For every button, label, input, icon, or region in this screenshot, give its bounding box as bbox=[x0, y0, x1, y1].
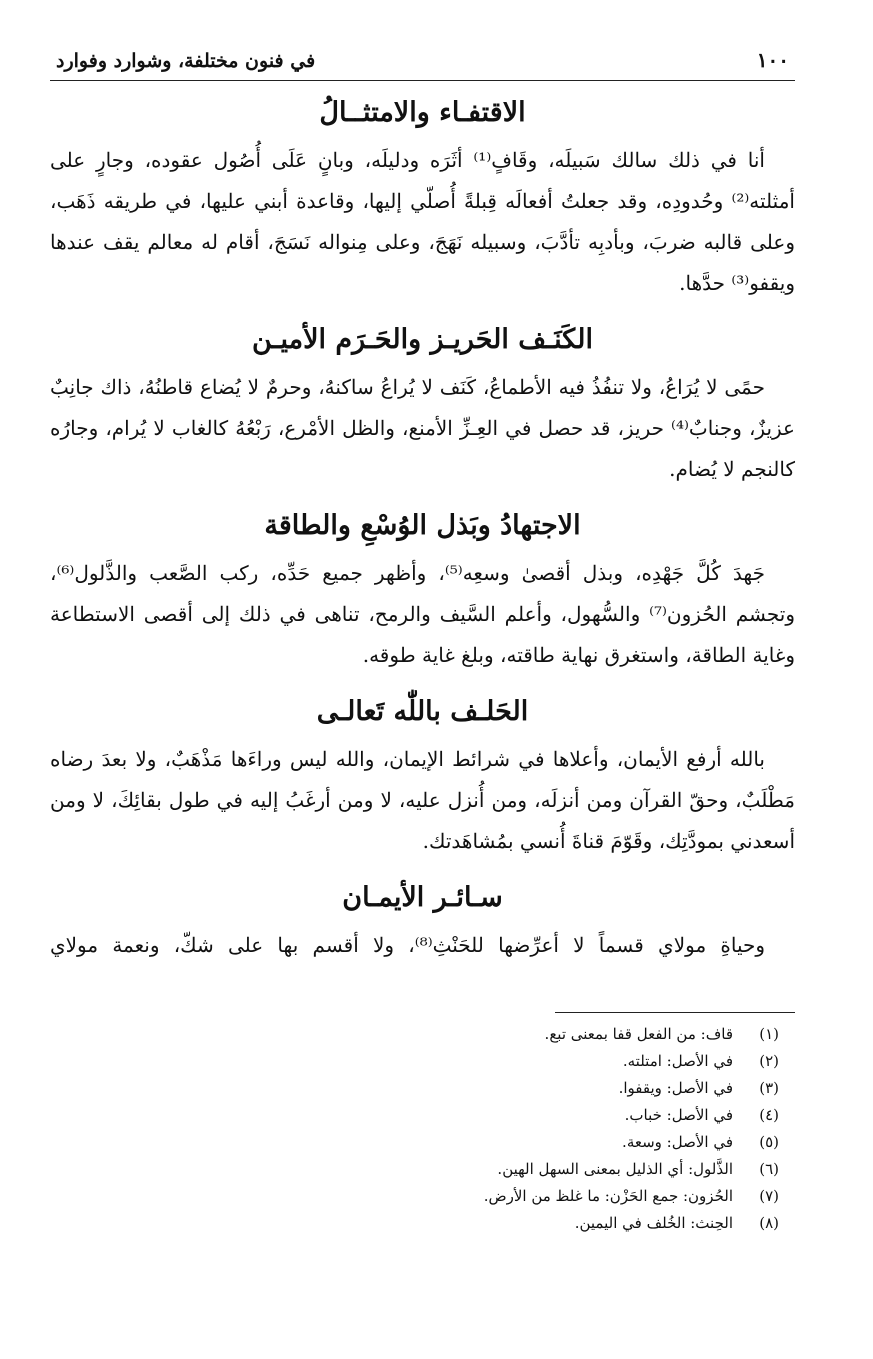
footnote-number: (٤) bbox=[759, 1106, 779, 1125]
running-title: في فنون مختلفة، وشوارد وفوارد bbox=[56, 50, 316, 72]
footnote-item bbox=[50, 1129, 779, 1156]
footnotes-list bbox=[50, 1021, 795, 1237]
footnote-text: قاف: من الفعل قفا بمعنى تبع. bbox=[544, 1025, 733, 1044]
section-title-4: الحَلـف باللّٰه تَعالـى bbox=[316, 696, 529, 728]
footnote-item bbox=[50, 1210, 779, 1237]
section-title-2: الكَنَـف الحَريـز والحَـرَم الأميـن bbox=[252, 324, 593, 356]
book-page bbox=[50, 48, 795, 1237]
footnote-number: (١) bbox=[759, 1025, 779, 1044]
footnote-number: (٦) bbox=[759, 1160, 779, 1179]
footnote-divider bbox=[555, 1012, 795, 1013]
footnote-number: (٥) bbox=[759, 1133, 779, 1152]
section-title-1: الاقتفـاء والامتثــالُ bbox=[319, 97, 526, 128]
footnote-text: في الأصل: وسعة. bbox=[622, 1133, 733, 1152]
section-paragraph-3: جَهدَ كُلَّ جَهْدِه، وبذل أقصىٰ وسعِه⁽⁵⁾، وأظهر جميع حَدِّه، ركب الصَّعب والذَّلول⁽⁶⁾، وتجشم الحُزون⁽⁷⁾ والسُّهول، وأعلم السَّيف والرمح، تناهى في ذلك إلى أقصى الاستطاعة وغاية الطاقة، واستغرق نهاية طاقته، وبلغ غاية طوقه. bbox=[50, 561, 795, 668]
footnote-text: الذَّلول: أي الذليل بمعنى السهل الهين. bbox=[497, 1160, 733, 1179]
footnote-text: الحُزون: جمع الحَزْن: ما غلظ من الأرض. bbox=[483, 1187, 733, 1206]
page-number: ١٠٠ bbox=[756, 48, 789, 72]
section-paragraph-4: بالله أرفع الأيمان، وأعلاها في شرائط الإيمان، والله ليس وراءَها مَذْهَبٌ، ولا بعدَ رضاه مَطْلَبٌ، وحقّ القرآن ومن أنزلَه، ومن أُنزل عليه، لا ومن أرغَبُ إليه في طول بقائِكَ، لا ومن أسعدني بمودَّتِك، وقَوّمَ قناةَ أُنسي بمُشاهَدتك. bbox=[50, 747, 795, 854]
footnote-text: الحِنث: الخُلف في اليمين. bbox=[574, 1214, 733, 1233]
footnote-number: (٣) bbox=[759, 1079, 779, 1098]
running-header bbox=[50, 48, 795, 81]
section-title-3: الاجتهادُ وبَذل الوُسْعِ والطاقة bbox=[264, 510, 581, 542]
section-title-5: سـائـر الأيمـان bbox=[342, 882, 503, 914]
footnote-text: في الأصل: ويقفوا. bbox=[618, 1079, 733, 1098]
footnote-item bbox=[50, 1156, 779, 1183]
footnote-text: في الأصل: خباب. bbox=[624, 1106, 733, 1125]
footnote-number: (٨) bbox=[759, 1214, 779, 1233]
footnote-text: في الأصل: امتلته. bbox=[622, 1052, 733, 1071]
footnote-item bbox=[50, 1075, 779, 1102]
footnote-number: (٧) bbox=[759, 1187, 779, 1206]
section-paragraph-5: وحياةِ مولاي قسماً لا أعرِّضها للحَنْثِ⁽⁸⁾، ولا أقسم بها على شكّ، ونعمة مولاي bbox=[50, 933, 765, 958]
footnote-item bbox=[50, 1183, 779, 1210]
section-paragraph-1: أنا في ذلك سالك سَبيلَه، وقَافٍ⁽¹⁾ أثَرَه ودليلَه، وبانٍ عَلَى أُصُول عقوده، وجارٍ على أمثلته⁽²⁾ وحُدودِه، وقد جعلتُ أفعالَه قِبلةً أُصلّي إليها، وقاعدة أبني عليها، في طريقه ذَهَب، وعلى قالبه ضربَ، وبأدبِه تأدَّبَ، وسبيله نَهَجَ، وعلى مِنواله نَسَجَ، أقام له معالم يقف عندها ويقفو⁽³⁾ حدَّها. bbox=[50, 148, 795, 296]
section-paragraph-2: حمًى لا يُرَاعُ، ولا تنفُذُ فيه الأطماعُ، كَنَف لا يُراعُ ساكنهُ، وحرمٌ لا يُضاع قاطنُهُ، ذاك جانِبٌ عزيزٌ، وجنابٌ⁽⁴⁾ حريز، قد حصل في العِـزِّ الأمنع، والظل الأمْرع، رَبْعُهُ كالغاب لا يُرام، وجارُه كالنجم لا يُضام. bbox=[50, 375, 795, 482]
footnote-item bbox=[50, 1021, 779, 1048]
footnote-item bbox=[50, 1048, 779, 1075]
footnote-item bbox=[50, 1102, 779, 1129]
footnote-number: (٢) bbox=[759, 1052, 779, 1071]
